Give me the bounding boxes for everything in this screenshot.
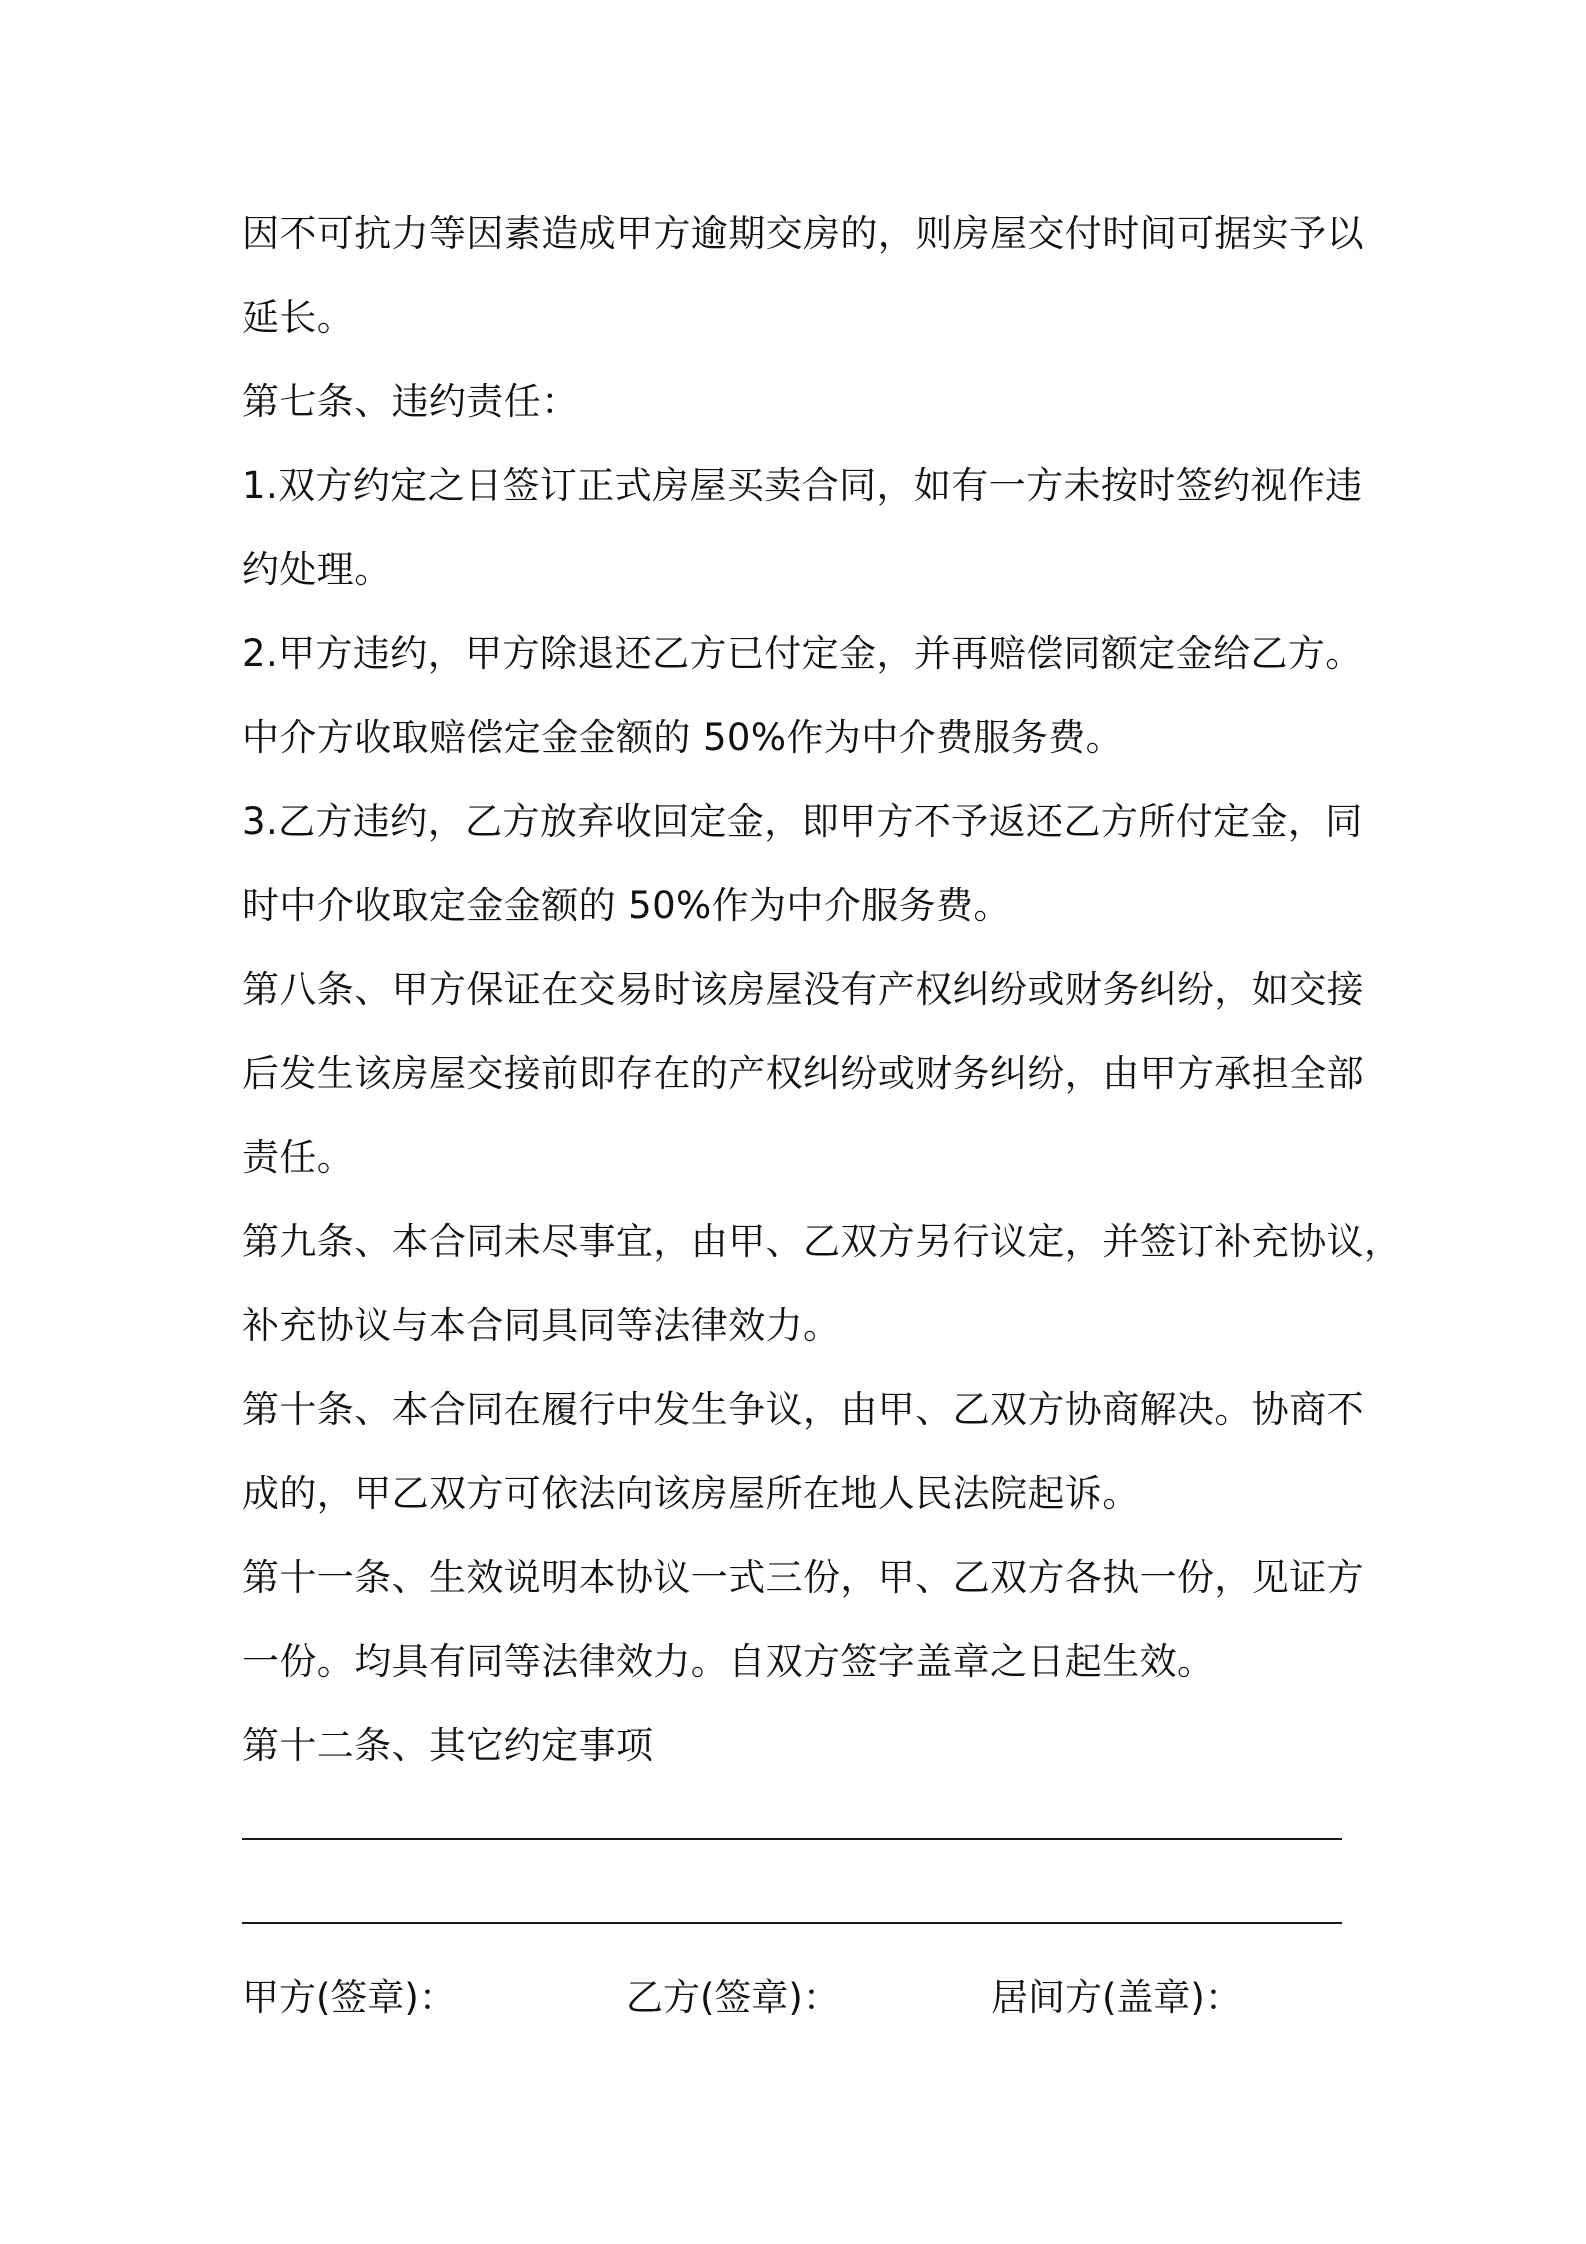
- text-line: 1.双方约定之日签订正式房屋买卖合同，如有一方未按时签约视作违: [242, 464, 1363, 507]
- party-a-signature-label: 甲方(签章)：: [242, 1976, 456, 2019]
- text-line: 补充协议与本合同具同等法律效力。: [242, 1304, 841, 1347]
- intermediary-seal-label: 居间方(盖章)：: [991, 1976, 1242, 2019]
- text-line: 第十条、本合同在履行中发生争议，由甲、乙双方协商解决。协商不: [242, 1388, 1364, 1431]
- party-b-signature-label: 乙方(签章)：: [626, 1976, 840, 2019]
- text-line: 因不可抗力等因素造成甲方逾期交房的，则房屋交付时间可据实予以: [242, 212, 1364, 255]
- text-line: 中介方收取赔偿定金金额的 50%作为中介费服务费。: [242, 716, 1123, 759]
- fill-in-line: [242, 1788, 1358, 1872]
- text-line: 一份。均具有同等法律效力。自双方签字盖章之日起生效。: [242, 1640, 1215, 1683]
- contract-body: [242, 192, 1402, 2040]
- underline-rule: [242, 1838, 1342, 1840]
- fill-in-line: [242, 1872, 1358, 1956]
- section-heading-other-terms: 第十二条、其它约定事项: [242, 1724, 654, 1767]
- text-line: 时中介收取定金金额的 50%作为中介服务费。: [242, 884, 1011, 927]
- text-line: 第九条、本合同未尽事宜，由甲、乙双方另行议定，并签订补充协议，: [242, 1220, 1402, 1263]
- text-line: 成的，甲乙双方可依法向该房屋所在地人民法院起诉。: [242, 1472, 1140, 1515]
- text-line: 约处理。: [242, 548, 392, 591]
- text-line: 3.乙方违约，乙方放弃收回定金，即甲方不予返还乙方所付定金，同: [242, 800, 1363, 843]
- text-line: 第八条、甲方保证在交易时该房屋没有产权纠纷或财务纠纷，如交接: [242, 968, 1364, 1011]
- signature-row: [242, 1956, 1358, 2040]
- text-line: 第十一条、生效说明本协议一式三份，甲、乙双方各执一份，见证方: [242, 1556, 1364, 1599]
- underline-rule: [242, 1922, 1342, 1924]
- text-line: 责任。: [242, 1136, 355, 1179]
- text-line: 后发生该房屋交接前即存在的产权纠纷或财务纠纷，由甲方承担全部: [242, 1052, 1364, 1095]
- text-line: 2.甲方违约，甲方除退还乙方已付定金，并再赔偿同额定金给乙方。: [242, 632, 1363, 675]
- section-heading-breach: 第七条、违约责任：: [242, 380, 579, 423]
- text-line: 延长。: [242, 296, 355, 339]
